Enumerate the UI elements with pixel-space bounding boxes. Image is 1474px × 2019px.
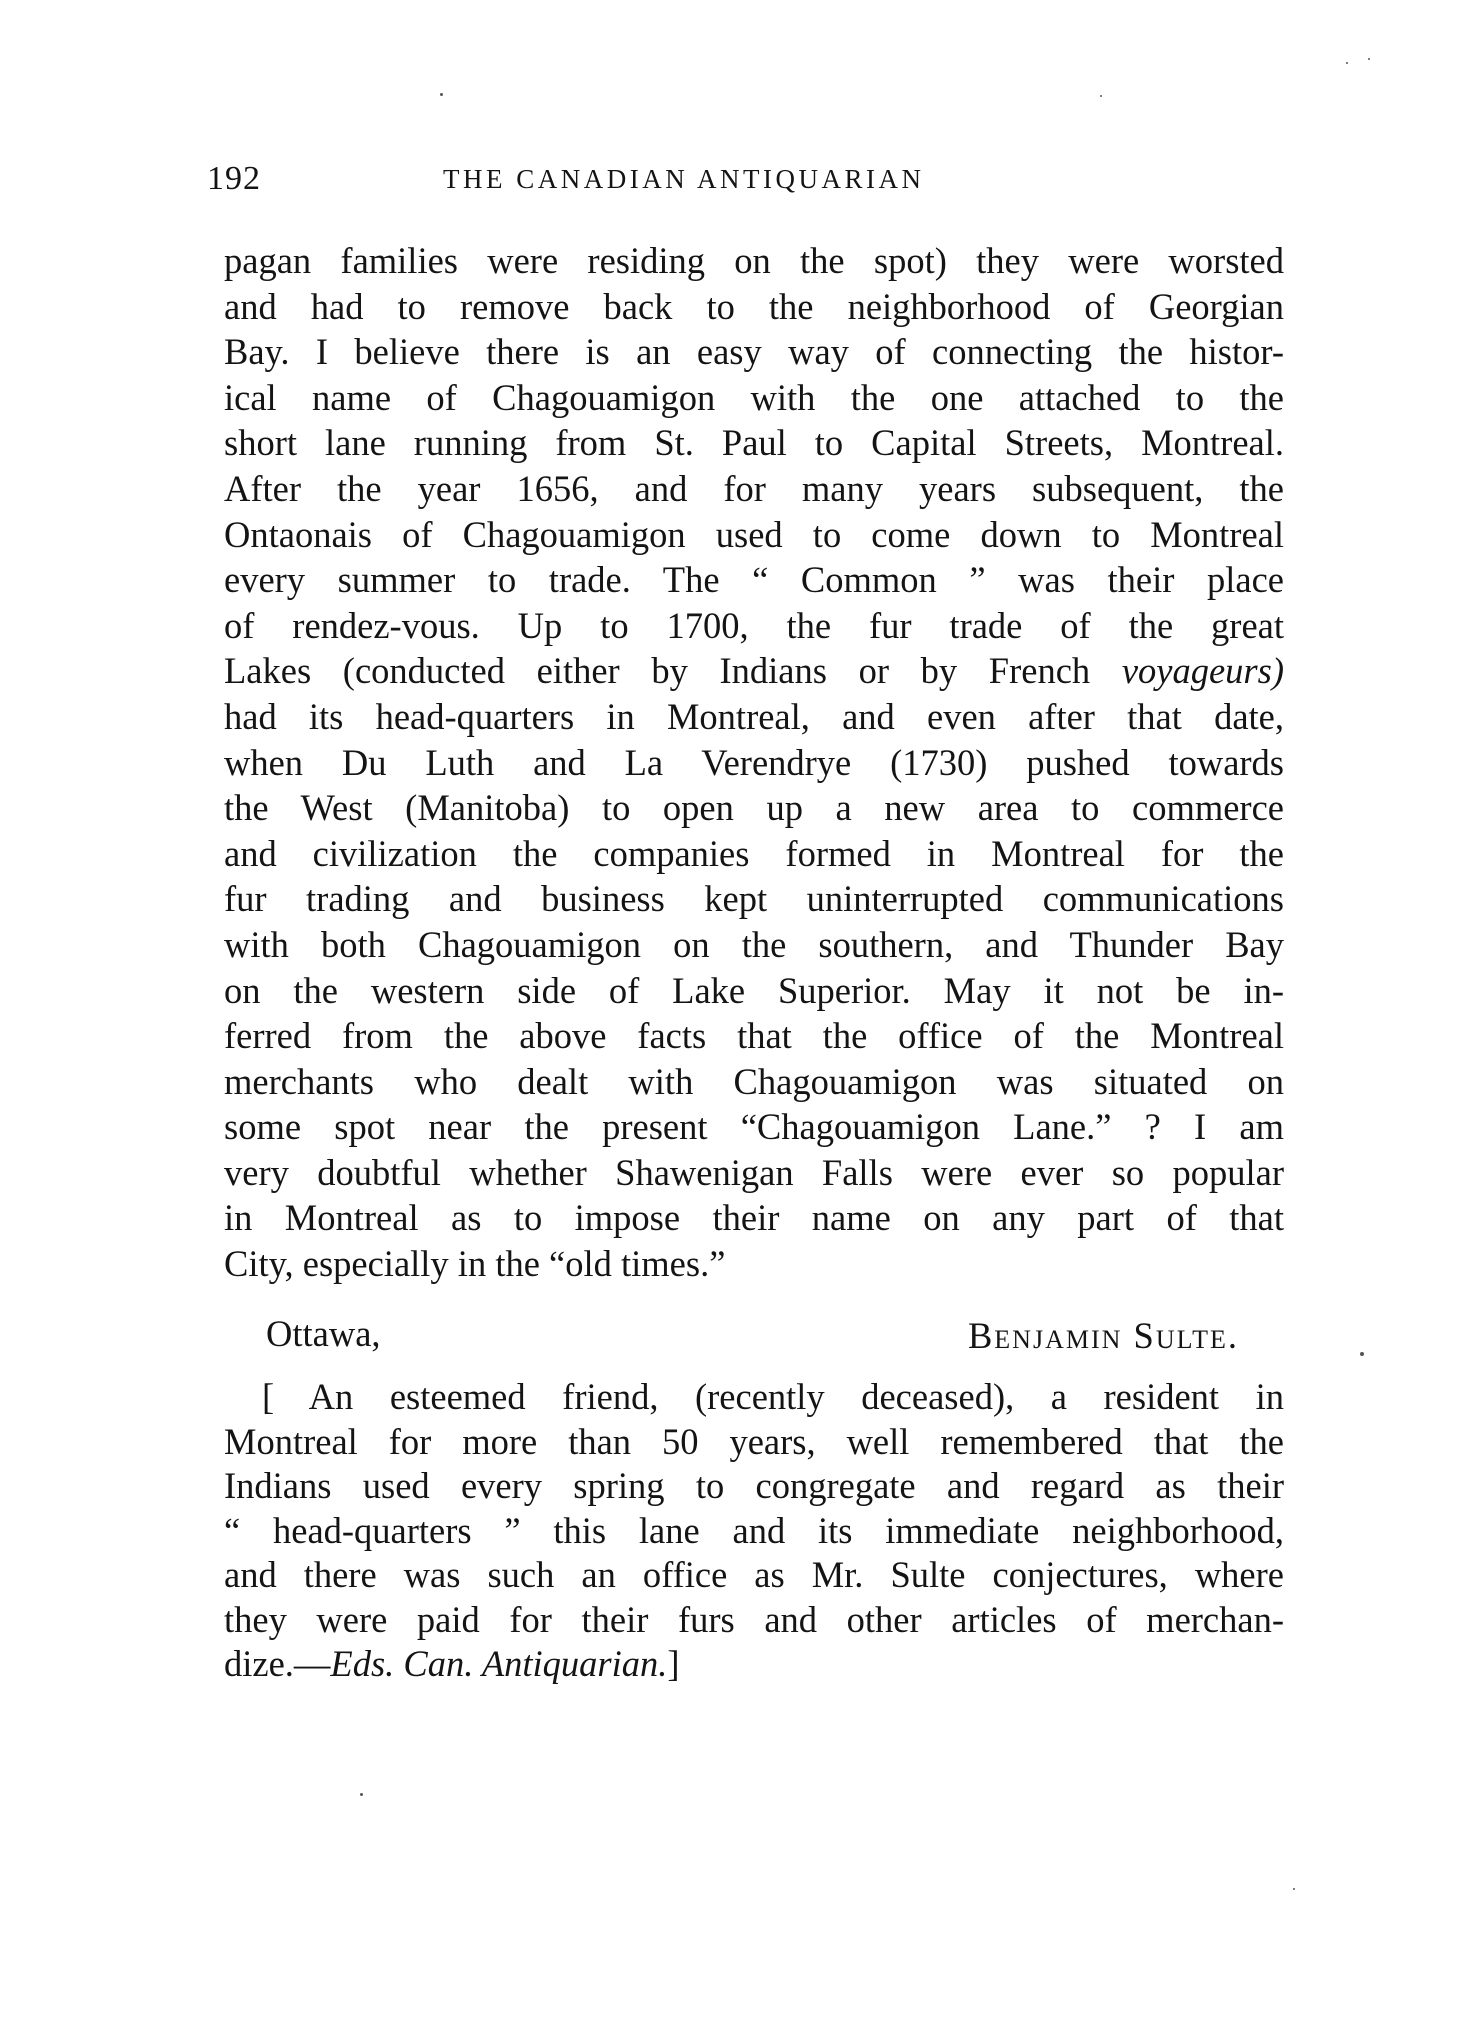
- note-attribution: Eds. Can. Antiquarian.: [330, 1643, 668, 1684]
- page-number: 192: [207, 160, 261, 197]
- scan-speck: [1360, 1352, 1364, 1356]
- text-line: [224, 648, 1284, 694]
- note-line-start: dize.—: [224, 1643, 331, 1684]
- text-line: when Du Luth and La Verendrye (1730) pushed towards: [224, 741, 1284, 783]
- text-line: ical name of Chagouamigon with the one attached to the: [224, 376, 1284, 418]
- signature-author: Benjamin Sulte.: [967, 1315, 1239, 1356]
- text-line: some spot near the present “Chagouamigon Lane.” ? I am: [224, 1106, 1284, 1148]
- text-line: of rendez-vous. Up to 1700, the fur trade of the great: [224, 604, 1284, 646]
- note-line: Indians used every spring to congregate and regard as their: [224, 1465, 1284, 1506]
- text-line: pagan families were residing on the spot) they were worsted: [224, 240, 1284, 281]
- page-header: [207, 160, 1307, 206]
- text-line: on the western side of Lake Superior. May it not be in-: [224, 969, 1284, 1011]
- text-line: with both Chagouamigon on the southern, and Thunder Bay: [224, 923, 1284, 965]
- text-line: very doubtful whether Shawenigan Falls were ever so popular: [224, 1151, 1284, 1193]
- note-line: “ head-quarters ” this lane and its immediate neighborhood,: [224, 1509, 1284, 1551]
- text-line: short lane running from St. Paul to Capital Streets, Montreal.: [224, 422, 1284, 464]
- scan-speck: [1346, 62, 1348, 64]
- text-line: every summer to trade. The “ Common ” was their place: [224, 559, 1284, 601]
- running-title: THE CANADIAN ANTIQUARIAN: [443, 164, 925, 194]
- text-line: merchants who dealt with Chagouamigon was situated on: [224, 1060, 1284, 1102]
- editors-note: [224, 1375, 1284, 1687]
- scan-speck: [1293, 1888, 1295, 1890]
- note-line: they were paid for their furs and other articles of merchan-: [224, 1598, 1284, 1640]
- signature-place: Ottawa,: [266, 1313, 381, 1354]
- text-line: the West (Manitoba) to open up a new area to commerce: [224, 787, 1284, 829]
- text-line: had its head-quarters in Montreal, and even after that date,: [224, 695, 1284, 737]
- text-line: City, especially in the “old times.”: [224, 1243, 726, 1285]
- scan-speck: [360, 1793, 363, 1796]
- text-line: fur trading and business kept uninterrupted communications: [224, 878, 1284, 920]
- italic-word: voyageurs): [1121, 650, 1284, 692]
- closing-bracket: ]: [667, 1643, 680, 1684]
- text-line: After the year 1656, and for many years subsequent, the: [224, 467, 1284, 509]
- scan-speck: [440, 93, 443, 96]
- text-line: Ontaonais of Chagouamigon used to come down to Montreal: [224, 513, 1284, 555]
- text-line: and had to remove back to the neighborhood of Georgian: [224, 285, 1284, 327]
- text-line: ferred from the above facts that the office of the Montreal: [224, 1015, 1284, 1057]
- note-line: [224, 1642, 1284, 1687]
- note-line: and there was such an office as Mr. Sulte conjectures, where: [224, 1554, 1284, 1595]
- main-paragraph: [224, 238, 1284, 1287]
- text-line: and civilization the companies formed in Montreal for the: [224, 832, 1284, 874]
- note-line: [ An esteemed friend, (recently deceased), a resident in: [262, 1376, 1284, 1417]
- text-line: in Montreal as to impose their name on any part of that: [224, 1197, 1284, 1239]
- text-line: Bay. I believe there is an easy way of connecting the histor-: [224, 331, 1284, 373]
- signature: [224, 1312, 1239, 1360]
- scan-speck: [1368, 58, 1370, 60]
- text-line-start: Lakes (conducted either by Indians or by French: [224, 650, 1091, 692]
- note-line: Montreal for more than 50 years, well remembered that the: [224, 1420, 1284, 1462]
- scan-speck: [1100, 95, 1102, 97]
